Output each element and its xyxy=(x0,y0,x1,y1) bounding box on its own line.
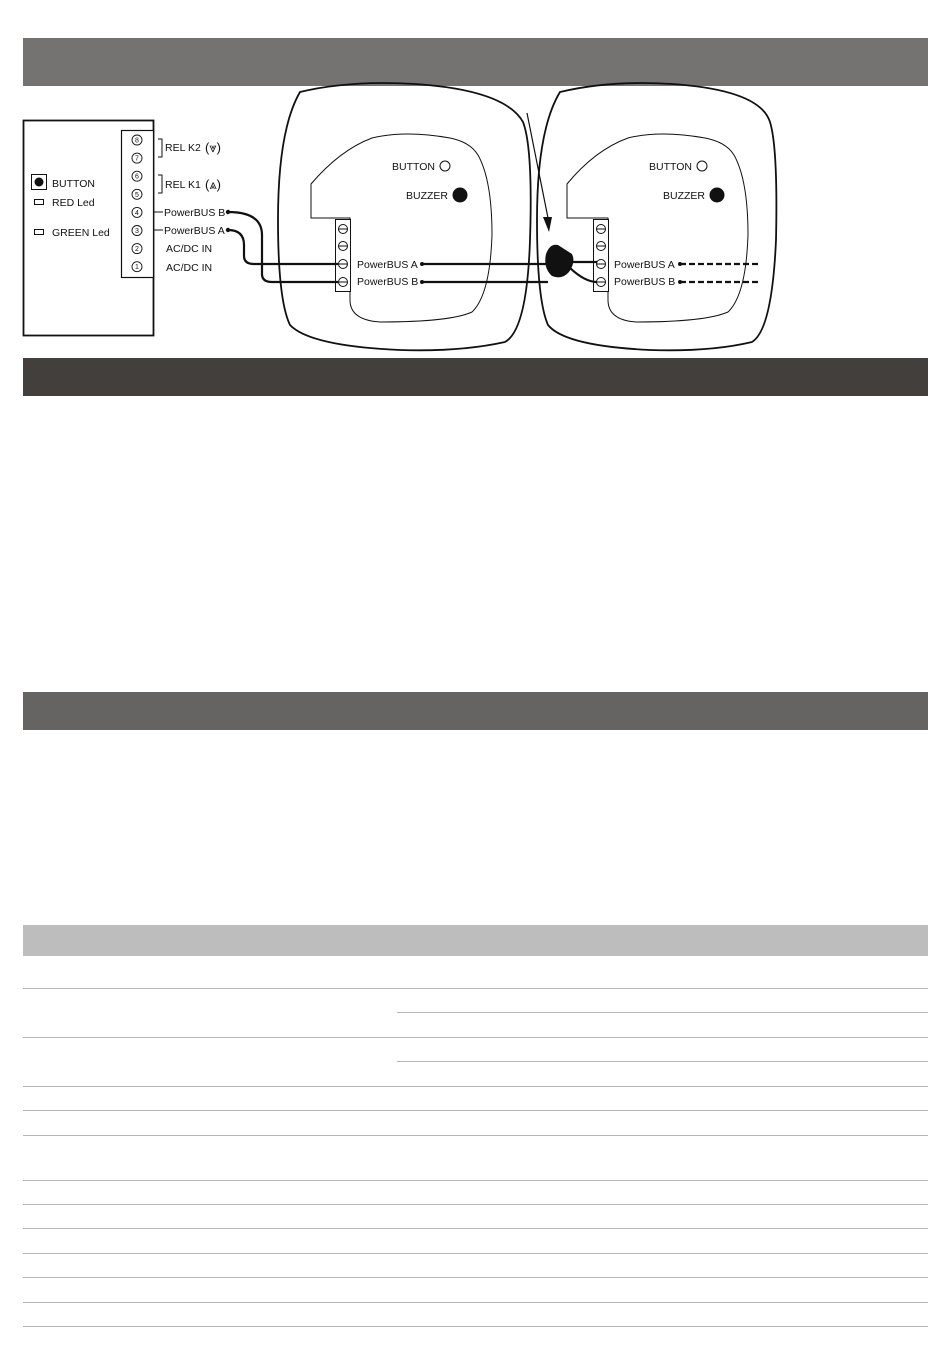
table-rule xyxy=(23,1180,928,1181)
pin1-label: AC/DC IN xyxy=(166,262,213,274)
terminal-number: 3 xyxy=(135,228,139,235)
table-rule xyxy=(23,1277,928,1278)
relay-k2-symbol: (⩔) xyxy=(205,140,221,155)
device-1-bus-a-label: PowerBUS A xyxy=(357,259,418,271)
table-rule xyxy=(397,1012,928,1013)
table-rule xyxy=(23,1135,928,1136)
device-2-bus-a-label: PowerBUS A xyxy=(614,259,675,271)
table-rule xyxy=(397,1061,928,1062)
table-rule xyxy=(23,1086,928,1087)
device-1-button-icon xyxy=(440,161,450,171)
splice-connector-icon xyxy=(545,245,573,278)
table-rule xyxy=(23,1253,928,1254)
table-header-bar xyxy=(23,925,928,956)
relay-k2-label: REL K2 xyxy=(165,142,201,154)
relay-k1-label: REL K1 xyxy=(165,179,201,191)
green-led-icon xyxy=(35,230,44,235)
table-rule xyxy=(23,1204,928,1205)
green-led-label: GREEN Led xyxy=(52,227,110,239)
terminal-number: 5 xyxy=(135,191,139,199)
table-rule xyxy=(23,1037,928,1038)
controller-unit xyxy=(24,121,226,336)
device-2-buzzer-icon xyxy=(710,188,725,203)
table-rule xyxy=(23,1326,928,1327)
red-led-icon xyxy=(35,200,44,205)
table-rule xyxy=(23,1110,928,1111)
device-2-bus-b-label: PowerBUS B xyxy=(614,276,676,288)
device-1-buzzer-icon xyxy=(453,188,468,203)
terminal-number: 4 xyxy=(135,209,139,217)
pin4-label: PowerBUS B xyxy=(164,207,226,219)
terminal-number: 6 xyxy=(135,173,139,181)
device-1 xyxy=(278,83,531,350)
table-rule xyxy=(23,1228,928,1229)
button-icon xyxy=(35,178,44,187)
device-1-button-label: BUTTON xyxy=(392,161,435,173)
section-header-bar-3 xyxy=(23,692,928,730)
terminal-number: 7 xyxy=(135,155,139,163)
terminal-number: 2 xyxy=(135,246,139,254)
powerbus-wires xyxy=(228,212,597,282)
device-1-bus-b-label: PowerBUS B xyxy=(357,276,419,288)
device-2-buzzer-label: BUZZER xyxy=(663,190,705,202)
device-2 xyxy=(537,83,776,350)
pin2-label: AC/DC IN xyxy=(166,243,213,255)
section-header-bar-2 xyxy=(23,358,928,396)
device-2-button-icon xyxy=(697,161,707,171)
controller-button-label: BUTTON xyxy=(52,178,95,190)
pin3-label: PowerBUS A xyxy=(164,225,225,237)
device-2-button-label: BUTTON xyxy=(649,161,692,173)
table-rule xyxy=(23,988,928,989)
terminal-number: 1 xyxy=(135,264,139,272)
terminal-number: 8 xyxy=(135,137,139,145)
pointer-arrowhead-icon xyxy=(543,217,552,232)
table-rule xyxy=(23,1302,928,1303)
relay-k1-symbol: (⩓) xyxy=(205,177,221,192)
red-led-label: RED Led xyxy=(52,197,95,209)
device-1-buzzer-label: BUZZER xyxy=(406,190,448,202)
wiring-diagram xyxy=(0,0,950,360)
